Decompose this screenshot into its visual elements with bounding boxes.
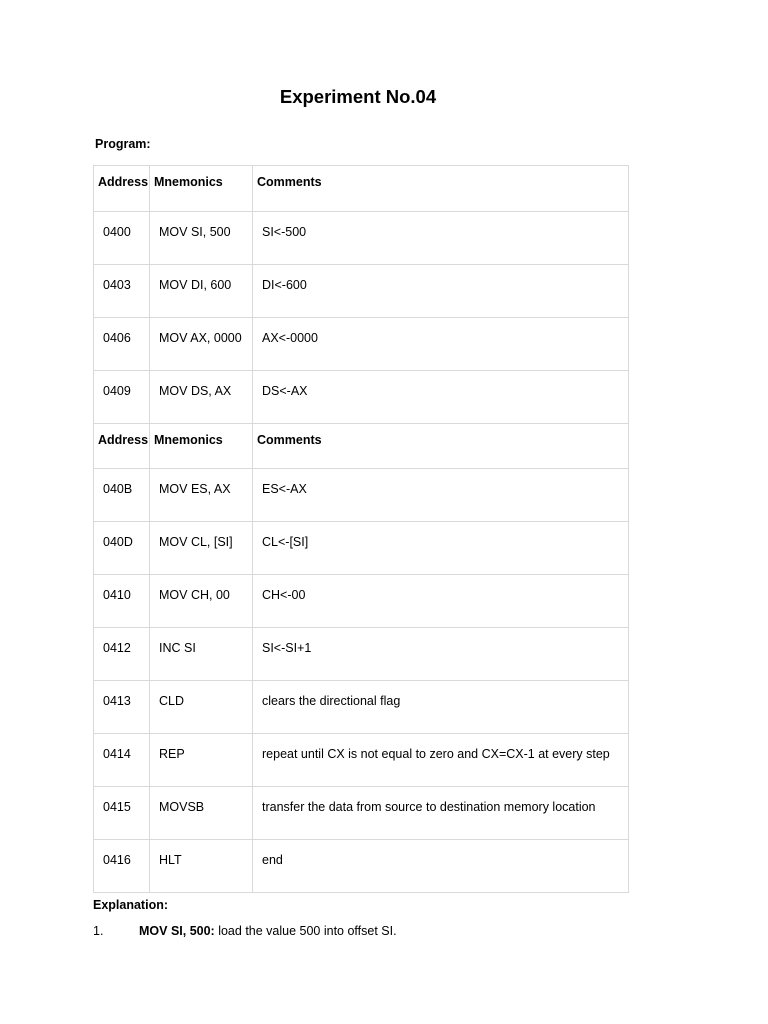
comment-cell: ES<-AX [253,469,629,522]
comment-cell: CH<-00 [253,575,629,628]
comment-cell: AX<-0000 [253,318,629,371]
header-comments: Comments [253,424,629,469]
page-title: Experiment No.04 [279,86,437,107]
table-header-row-repeat [94,424,629,469]
table-row [94,628,629,681]
comment-cell: transfer the data from source to destination memory location [253,787,629,840]
mnemonic-cell: MOV ES, AX [150,469,253,522]
address-cell: 0406 [94,318,150,371]
address-cell: 040D [94,522,150,575]
mnemonic-cell: MOV DS, AX [150,371,253,424]
mnemonic-cell: MOV DI, 600 [150,265,253,318]
comment-cell: SI<-500 [253,212,629,265]
mnemonic-cell: MOV AX, 0000 [150,318,253,371]
explanation-item [93,924,397,938]
header-address: Address [94,424,150,469]
table-row [94,265,629,318]
comment-cell: DS<-AX [253,371,629,424]
table-row [94,371,629,424]
program-table [93,165,629,893]
comment-cell: DI<-600 [253,265,629,318]
address-cell: 0413 [94,681,150,734]
table-row [94,787,629,840]
mnemonic-cell: MOVSB [150,787,253,840]
address-cell: 0416 [94,840,150,893]
explanation-item-number: 1. [93,924,104,938]
address-cell: 0410 [94,575,150,628]
mnemonic-cell: CLD [150,681,253,734]
comment-cell: repeat until CX is not equal to zero and CX=CX-1 at every step [253,734,629,787]
address-cell: 0414 [94,734,150,787]
address-cell: 0400 [94,212,150,265]
mnemonic-cell: HLT [150,840,253,893]
address-cell: 0415 [94,787,150,840]
mnemonic-cell: MOV CH, 00 [150,575,253,628]
address-cell: 0412 [94,628,150,681]
comment-cell: SI<-SI+1 [253,628,629,681]
table-row [94,575,629,628]
explanation-item-term: MOV SI, 500: [139,924,215,938]
header-address: Address [94,166,150,212]
comment-cell: CL<-[SI] [253,522,629,575]
address-cell: 040B [94,469,150,522]
table-row [94,734,629,787]
header-mnemonics: Mnemonics [150,424,253,469]
header-mnemonics: Mnemonics [150,166,253,212]
explanation-item-text: load the value 500 into offset SI. [214,924,397,938]
explanation-label: Explanation: [93,898,169,912]
table-row [94,522,629,575]
comment-cell: end [253,840,629,893]
table-row [94,318,629,371]
mnemonic-cell: MOV CL, [SI] [150,522,253,575]
header-comments: Comments [253,166,629,212]
table-row [94,840,629,893]
program-label: Program: [95,137,151,151]
mnemonic-cell: MOV SI, 500 [150,212,253,265]
address-cell: 0403 [94,265,150,318]
mnemonic-cell: INC SI [150,628,253,681]
table-header-row [94,166,629,212]
table-row [94,212,629,265]
table-row [94,681,629,734]
table-row [94,469,629,522]
mnemonic-cell: REP [150,734,253,787]
address-cell: 0409 [94,371,150,424]
comment-cell: clears the directional flag [253,681,629,734]
